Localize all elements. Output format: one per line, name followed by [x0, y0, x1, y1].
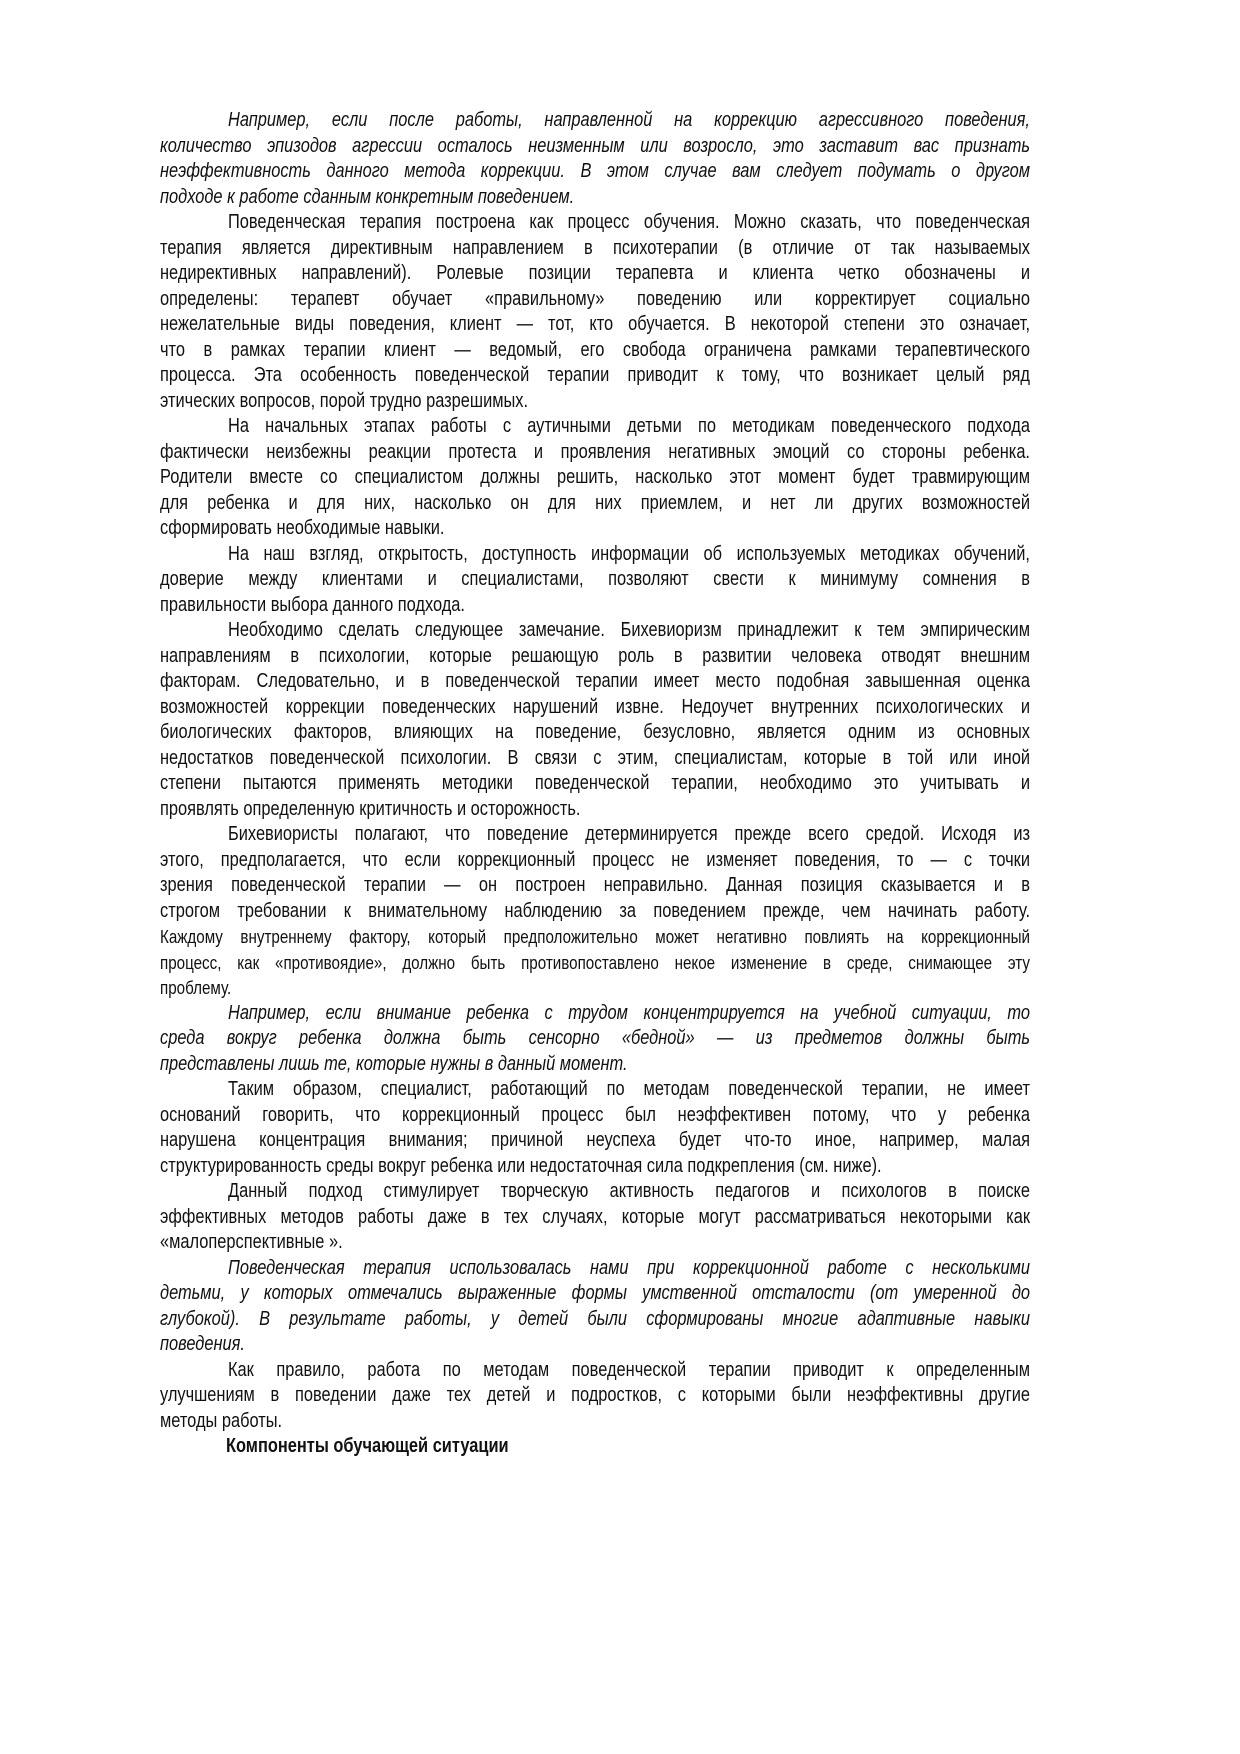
- text-line: [160, 287, 1030, 313]
- text-line: [160, 1128, 1030, 1154]
- text-line-content: среда вокруг ребенка должна быть сенсорно «бедной» — из предметов должны быть: [160, 1027, 1030, 1049]
- document-page: [160, 108, 1030, 1460]
- text-line-content: этого, предполагается, что если коррекционный процесс не изменяет поведения, то — с точки: [160, 848, 1031, 871]
- text-line-content: недирективных направлений). Ролевые позиции терапевта и клиента четко обозначены и: [160, 262, 1031, 284]
- text-line: [160, 618, 1030, 644]
- text-line-content: неэффективность данного метода коррекции. В этом случае вам следует подумать о другом: [160, 160, 1030, 182]
- section-heading: [160, 1434, 1030, 1460]
- text-line-content: возможностей коррекции поведенческих нарушений извне. Недоучет внутренних психологических и: [160, 695, 1031, 718]
- text-line: [160, 185, 1030, 211]
- text-line-content: терапия является директивным направлением в психотерапии (в отличие от так называемых: [160, 236, 1030, 259]
- text-line: [160, 669, 1030, 695]
- text-line: [160, 338, 1030, 364]
- text-line: [160, 644, 1030, 670]
- text-line-content: степени пытаются применять методики поведенческой терапии, необходимо это учитывать и: [160, 772, 1031, 794]
- text-line: [160, 134, 1030, 160]
- text-line: [160, 1230, 1030, 1256]
- text-line-content: Поведенческая терапия использовалась нами при коррекционной работе с несколькими: [228, 1256, 1030, 1279]
- text-line-content: Данный подход стимулирует творческую активность педагогов и психологов в поиске: [228, 1180, 1030, 1202]
- text-line: [160, 440, 1030, 466]
- text-line: [160, 1307, 1030, 1333]
- text-line-content: структурированность среды вокруг ребенка или недостаточная сила подкрепления (см. ниже).: [160, 1154, 882, 1177]
- text-line: [160, 695, 1030, 721]
- text-line: [160, 1256, 1030, 1282]
- text-line-content: методы работы.: [160, 1409, 283, 1432]
- text-line-content: представлены лишь те, которые нужны в данный момент.: [160, 1052, 628, 1075]
- text-line: [160, 363, 1030, 389]
- paragraph: [160, 822, 1030, 1001]
- text-line-content: зрения поведенческой терапии — он построен неправильно. Данная позиция сказывается и в: [160, 874, 1031, 896]
- text-line: [160, 1358, 1030, 1384]
- text-line-content: Поведенческая терапия построена как процесс обучения. Можно сказать, что поведенческая: [228, 211, 1030, 233]
- text-line-content: недостатков поведенческой психологии. В связи с этим, специалистам, которые в той или иной: [160, 746, 1031, 769]
- text-line: [160, 567, 1030, 593]
- text-line-content: Каждому внутреннему фактору, который предположительно может негативно повлиять на коррекционный: [160, 926, 1031, 947]
- text-line: [160, 1077, 1030, 1103]
- text-line: [160, 975, 1030, 1001]
- text-line: [160, 1281, 1030, 1307]
- text-line-content: «малоперспективные ».: [160, 1231, 343, 1253]
- text-line: [160, 822, 1030, 848]
- text-line-content: фактически неизбежны реакции протеста и проявления негативных эмоций со стороны ребенка.: [160, 440, 1030, 463]
- text-line-content: направлениям в психологии, которые решающую роль в развитии человека отводят внешним: [160, 644, 1031, 667]
- text-line-content: подходе к работе сданным конкретным поведением.: [160, 185, 575, 208]
- text-line-content: доверие между клиентами и специалистами, позволяют свести к минимуму сомнения в: [160, 568, 1031, 590]
- text-line-content: проблему.: [160, 977, 232, 998]
- text-line: [160, 771, 1030, 797]
- text-line: [160, 210, 1030, 236]
- text-line: [160, 1409, 1030, 1435]
- text-line: [160, 1205, 1030, 1231]
- text-line: [160, 720, 1030, 746]
- text-line-content: количество эпизодов агрессии осталось неизменным или возросло, это заставит вас признать: [160, 134, 1031, 157]
- text-line: [160, 924, 1030, 950]
- text-line: [160, 1001, 1030, 1027]
- text-line: [160, 465, 1030, 491]
- text-line-content: биологических факторов, влияющих на поведение, безусловно, является одним из основных: [160, 721, 1031, 743]
- text-line: [160, 389, 1030, 415]
- text-line: [160, 873, 1030, 899]
- text-line: [160, 516, 1030, 542]
- text-line-content: правильности выбора данного подхода.: [160, 593, 465, 616]
- text-line-content: нарушена концентрация внимания; причиной неуспеха будет что-то иное, например, малая: [160, 1129, 1030, 1151]
- text-line-content: определены: терапевт обучает «правильному» поведению или корректирует социально: [160, 287, 1030, 310]
- paragraph: [160, 1256, 1030, 1358]
- text-line-content: поведения.: [160, 1333, 245, 1355]
- text-line: [160, 159, 1030, 185]
- text-line-content: факторам. Следовательно, и в поведенческой терапии имеет место подобная завышенная оценка: [160, 670, 1030, 692]
- paragraph: [160, 414, 1030, 542]
- text-line-content: что в рамках терапии клиент — ведомый, его свобода ограничена рамками терапевтического: [160, 338, 1030, 361]
- text-line: [160, 848, 1030, 874]
- paragraph: [160, 1077, 1030, 1179]
- text-line-content: процесса. Эта особенность поведенческой терапии приводит к тому, что возникает целый ряд: [160, 364, 1030, 386]
- paragraph: [160, 1179, 1030, 1256]
- text-line-content: эффективных методов работы даже в тех случаях, которые могут рассматриваться некоторыми как: [160, 1205, 1030, 1228]
- text-line: [160, 542, 1030, 568]
- text-line: [160, 1383, 1030, 1409]
- text-line-content: Как правило, работа по методам поведенческой терапии приводит к определенным: [228, 1358, 1030, 1381]
- text-line: [160, 261, 1030, 287]
- text-line: [160, 491, 1030, 517]
- paragraph: [160, 542, 1030, 619]
- text-line-content: проявлять определенную критичность и осторожность.: [160, 797, 581, 820]
- text-line-content: Родители вместе со специалистом должны решить, насколько этот момент будет травмирующим: [160, 466, 1030, 488]
- text-line: [160, 1332, 1030, 1358]
- text-line-content: для ребенка и для них, насколько он для них приемлем, и нет ли других возможностей: [160, 491, 1030, 514]
- text-line: [160, 746, 1030, 772]
- text-line-content: нежелательные виды поведения, клиент — тот, кто обучается. В некоторой степени это означает,: [160, 313, 1031, 335]
- text-line-content: На начальных этапах работы с аутичными детьми по методикам поведенческого подхода: [228, 415, 1030, 437]
- text-line: [160, 1154, 1030, 1180]
- text-line: [160, 593, 1030, 619]
- paragraph: [160, 108, 1030, 210]
- text-line: [160, 312, 1030, 338]
- paragraph: [160, 210, 1030, 414]
- text-line-content: детьми, у которых отмечались выраженные формы умственной отсталости (от умеренной до: [160, 1282, 1031, 1304]
- paragraph: [160, 618, 1030, 822]
- text-line-content: оснований говорить, что коррекционный процесс был неэффективен потому, что у ребенка: [160, 1103, 1031, 1126]
- text-line-content: глубокой). В результате работы, у детей были сформированы многие адаптивные навыки: [160, 1307, 1031, 1330]
- text-line-content: Бихевиористы полагают, что поведение детерминируется прежде всего средой. Исходя из: [228, 823, 1030, 845]
- text-line: [160, 797, 1030, 823]
- text-line: [160, 236, 1030, 262]
- text-line: [160, 950, 1030, 976]
- text-line-content: Таким образом, специалист, работающий по методам поведенческой терапии, не имеет: [228, 1078, 1030, 1100]
- text-line-content: Например, если после работы, направленной на коррекцию агрессивного поведения,: [228, 109, 1030, 131]
- text-line-content: Необходимо сделать следующее замечание. Бихевиоризм принадлежит к тем эмпирическим: [228, 619, 1030, 641]
- text-line: [160, 414, 1030, 440]
- text-line-content: сформировать необходимые навыки.: [160, 517, 445, 539]
- text-line-content: На наш взгляд, открытость, доступность информации об используемых методиках обучений,: [228, 542, 1030, 565]
- text-line-content: строгом требовании к внимательному наблюдению за поведением прежде, чем начинать работу.: [160, 899, 1031, 922]
- text-line-content: этических вопросов, порой трудно разрешимых.: [160, 389, 529, 412]
- text-line: [160, 1179, 1030, 1205]
- text-line: [160, 108, 1030, 134]
- text-line: [160, 899, 1030, 925]
- text-line-content: процесс, как «противоядие», должно быть противопоставлено некое изменение в среде, снимающее эту: [160, 951, 1030, 973]
- text-line: [160, 1052, 1030, 1078]
- text-line-content: улучшениям в поведении даже тех детей и подростков, с которыми были неэффективны другие: [160, 1384, 1030, 1406]
- paragraph: [160, 1358, 1030, 1435]
- section-heading-text: Компоненты обучающей ситуации: [226, 1435, 509, 1457]
- text-line: [160, 1026, 1030, 1052]
- text-line-content: Например, если внимание ребенка с трудом концентрируется на учебной ситуации, то: [228, 1001, 1030, 1024]
- text-line: [160, 1103, 1030, 1129]
- paragraph: [160, 1001, 1030, 1078]
